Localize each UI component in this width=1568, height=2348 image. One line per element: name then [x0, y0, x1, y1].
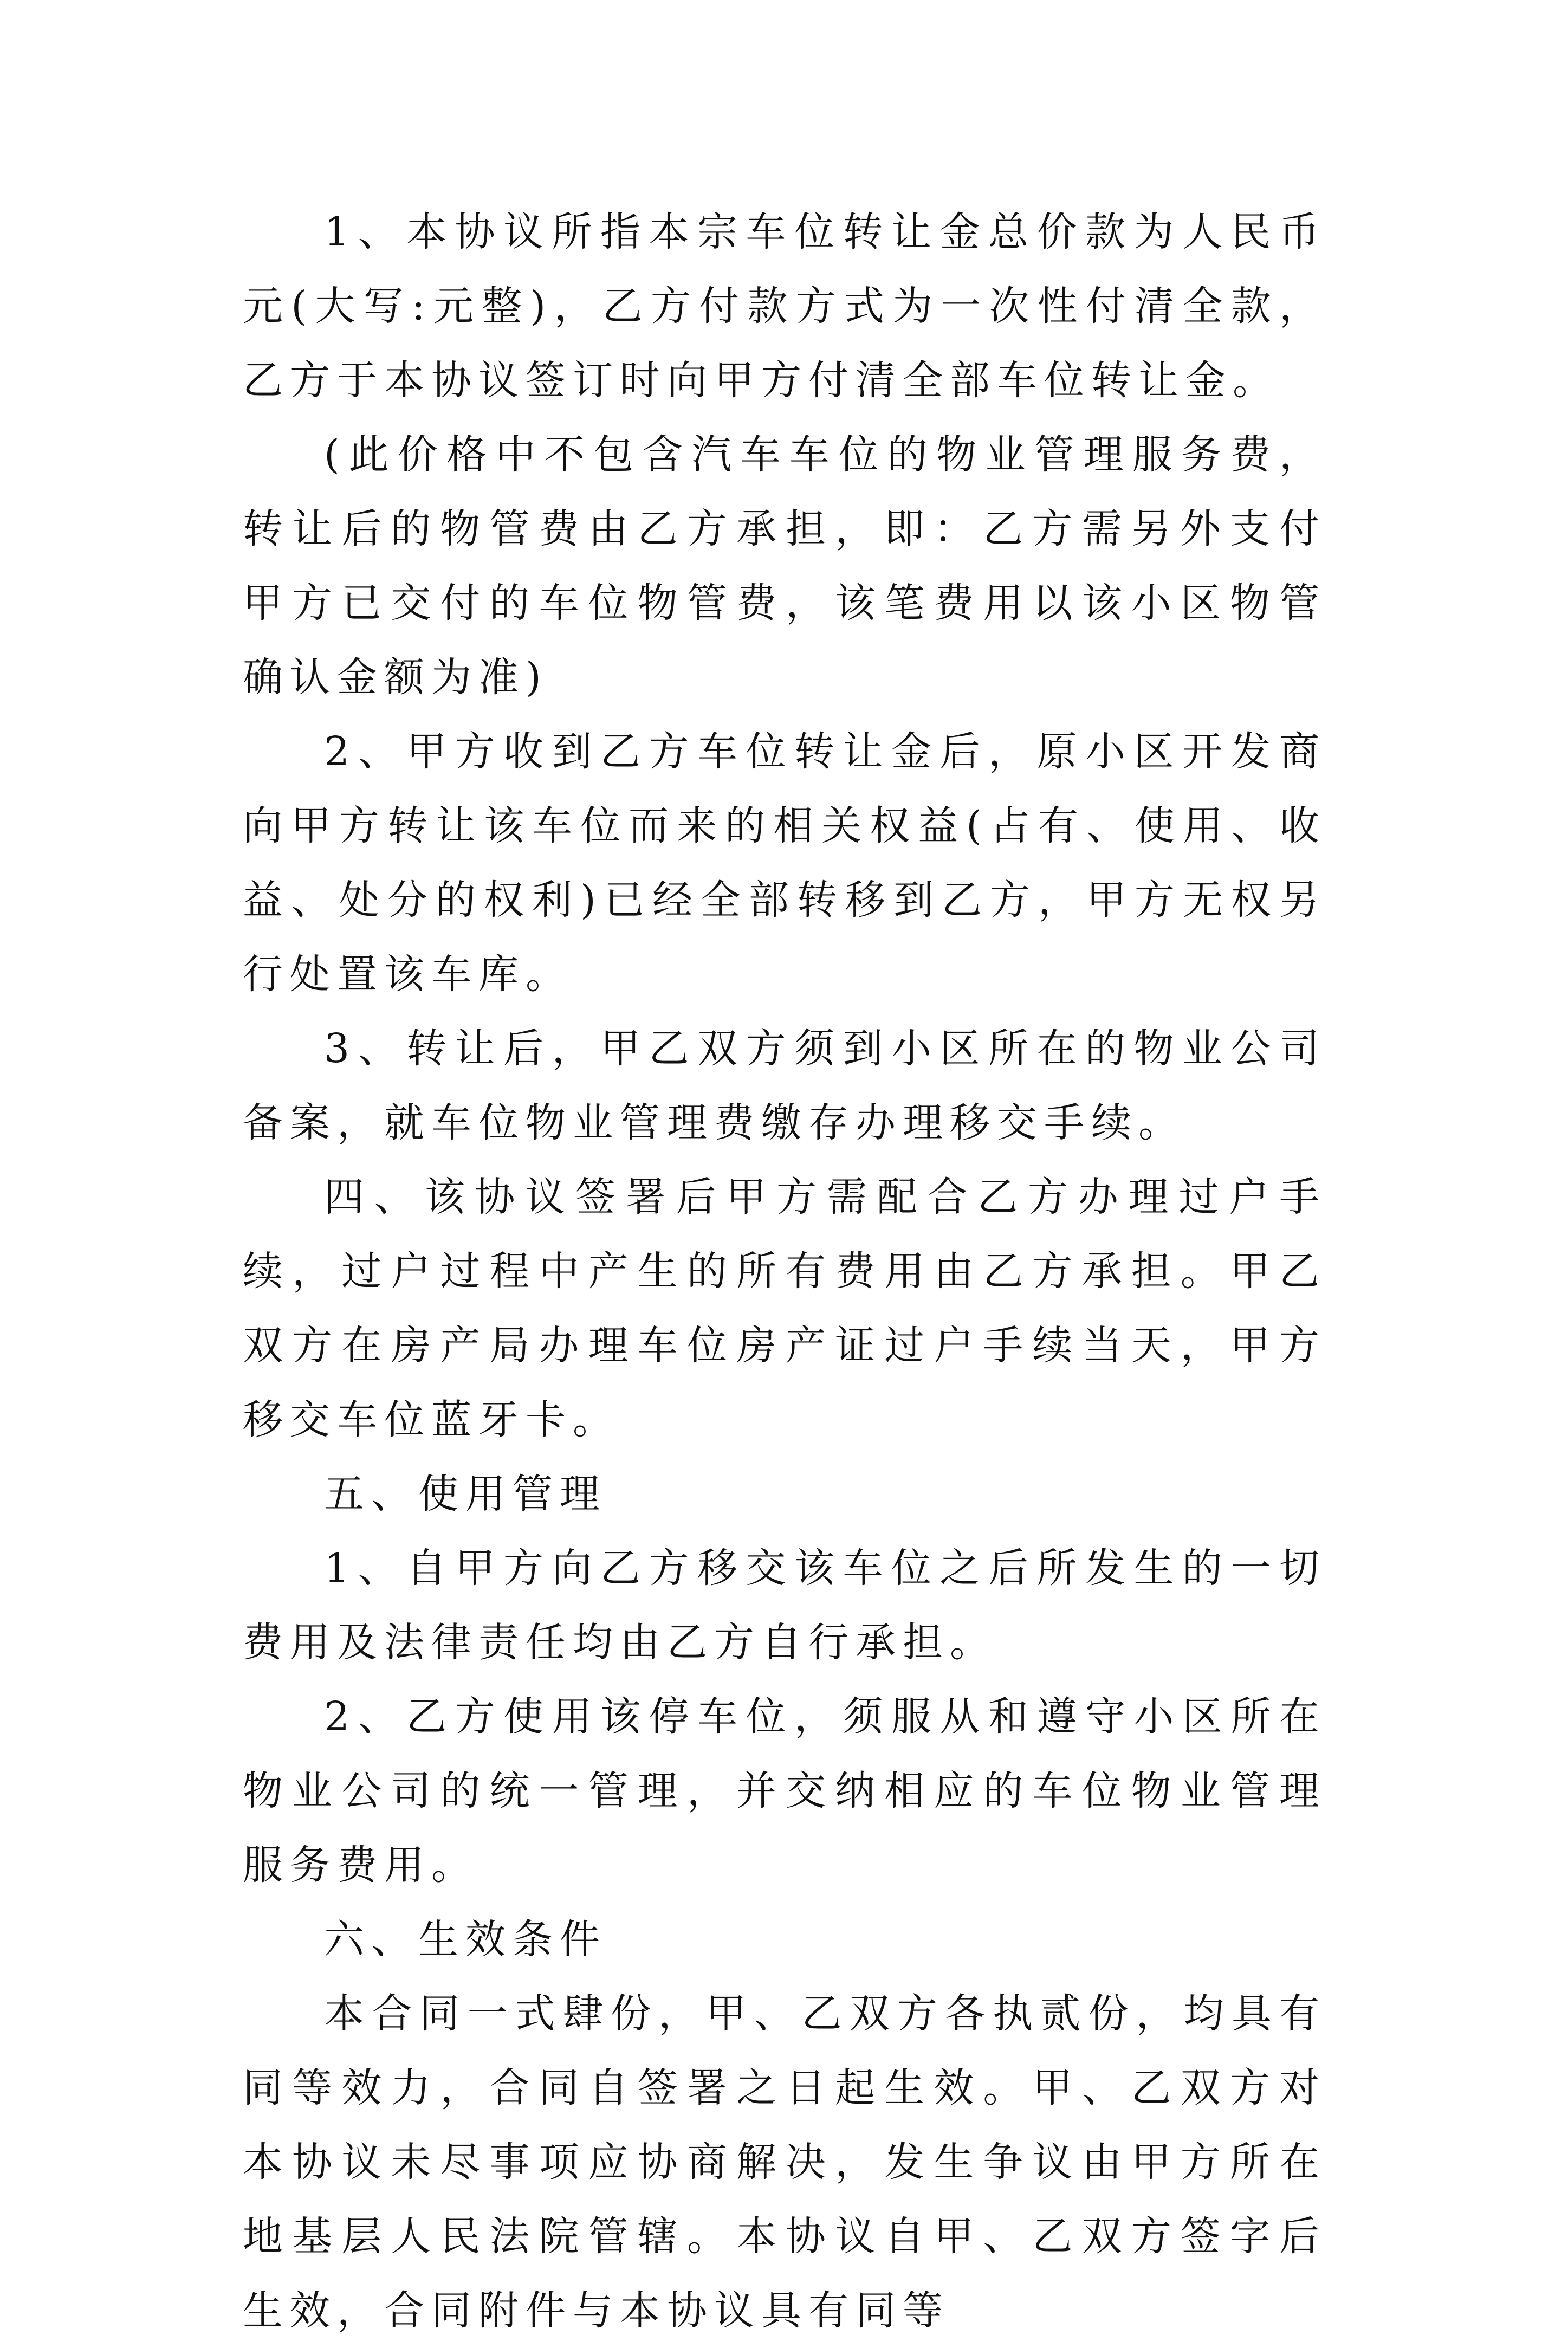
paragraph-property-fee-note: (此价格中不包含汽车车位的物业管理服务费，转让后的物管费由乙方承担，即：乙方需另外支付甲方已交付的车位物管费，该笔费用以该小区物管确认金额为准) — [243, 431, 1326, 701]
document-body — [243, 195, 1326, 2348]
paragraph-rights-transfer: 2、甲方收到乙方车位转让金后，原小区开发商向甲方转让该车位而来的相关权益(占有、使用、收益、处分的权利)已经全部转移到乙方，甲方无权另行处置该车库。 — [243, 728, 1326, 998]
paragraph-filing: 3、转让后，甲乙双方须到小区所在的物业公司备案，就车位物业管理费缴存办理移交手续。 — [243, 1025, 1326, 1146]
section-heading-usage-management: 五、使用管理 — [324, 1471, 607, 1517]
paragraph-costs-liability: 1、自甲方向乙方移交该车位之后所发生的一切费用及法律责任均由乙方自行承担。 — [243, 1545, 1326, 1666]
paragraph-payment-terms: 1、本协议所指本宗车位转让金总价款为人民币元(大写:元整)，乙方付款方式为一次性付清全款，乙方于本协议签订时向甲方付清全部车位转让金。 — [243, 209, 1326, 404]
section-heading-effective-conditions: 六、生效条件 — [324, 1916, 607, 1963]
paragraph-section-4-transfer-procedure: 四、该协议签署后甲方需配合乙方办理过户手续，过户过程中产生的所有费用由乙方承担。甲乙双方在房产局办理车位房产证过户手续当天，甲方移交车位蓝牙卡。 — [243, 1174, 1326, 1443]
paragraph-copies-effectiveness: 本合同一式肆份，甲、乙双方各执贰份，均具有同等效力，合同自签署之日起生效。甲、乙双方对本协议未尽事项应协商解决，发生争议由甲方所在地基层人民法院管辖。本协议自甲、乙双方签字后生效，合同附件与本协议具有同等 — [243, 1990, 1326, 2334]
paragraph-management-compliance: 2、乙方使用该停车位，须服从和遵守小区所在物业公司的统一管理，并交纳相应的车位物业管理服务费用。 — [243, 1693, 1326, 1888]
